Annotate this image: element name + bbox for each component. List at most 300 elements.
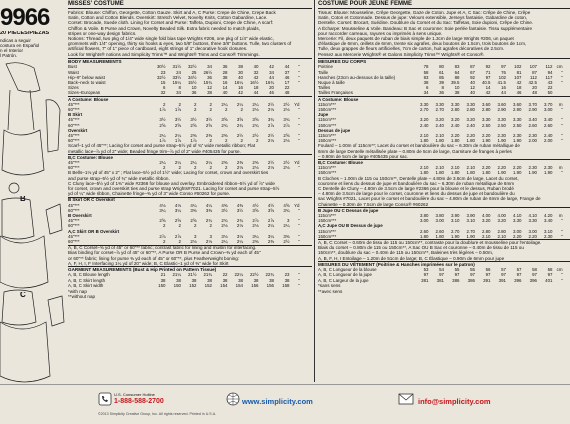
table-cell: 2⅜ bbox=[205, 132, 212, 138]
column-divider bbox=[314, 0, 315, 382]
table-cell: 76 bbox=[501, 69, 506, 75]
row-label: 45"*** bbox=[68, 132, 80, 138]
row-label: 150cm*** bbox=[318, 138, 337, 144]
table-cell: 2¼ bbox=[174, 159, 181, 165]
row-label: Poitrine bbox=[318, 64, 333, 70]
table-cell: 2.60 bbox=[435, 228, 444, 234]
table-cell: 38 bbox=[191, 277, 197, 283]
table-cell: 16½ bbox=[249, 79, 259, 85]
row-label: A, B, C Skirt width bbox=[68, 282, 104, 288]
globe-icon bbox=[226, 392, 240, 406]
row-label: Taille bbox=[318, 69, 329, 75]
table-cell: 2⅞ bbox=[267, 218, 274, 224]
text-line: Biais du corset – 0.80m de 115 ou 150cm**, A Sac OU B Sac et couronne – 0.40m de tissu de 115 ou bbox=[318, 245, 524, 251]
row-label: 150cm*** bbox=[318, 122, 337, 128]
table-cell: 3.00 bbox=[512, 228, 522, 234]
table-cell: 22 bbox=[222, 272, 228, 278]
table-cell: 2⅝ bbox=[174, 218, 181, 224]
unit-cell: " bbox=[297, 218, 300, 224]
row-label: B Skirt bbox=[68, 112, 83, 118]
table-cell: 44 bbox=[501, 90, 506, 96]
table-cell: 2.20 bbox=[481, 132, 491, 138]
table-cell: 4⅝ bbox=[283, 202, 290, 208]
table-cell: 48 bbox=[532, 90, 537, 96]
table-cell: 23 bbox=[284, 272, 290, 278]
text-line: A, B, C Corset – 0.60m de tissu de 115 ou 150cm**, contraste pour la doublure et mousseline pour l'entoilage. bbox=[318, 239, 542, 245]
table-cell: 2.80 bbox=[466, 106, 475, 112]
table-cell: 71 bbox=[485, 69, 491, 75]
table-cell: 2¼ bbox=[267, 223, 274, 229]
table-cell: 87 bbox=[532, 69, 537, 75]
table-cell: 18 bbox=[516, 85, 522, 91]
table-cell: 152 bbox=[189, 282, 197, 288]
text-line: pour raccorder carreaux, rayures ou imprimés à sens unique. bbox=[318, 30, 443, 36]
table-cell: 44 bbox=[269, 74, 274, 80]
row-label: A, B, C Longueur de la blouse bbox=[318, 267, 377, 273]
table-cell: 391 bbox=[483, 277, 491, 283]
table-cell: 97 bbox=[532, 272, 537, 278]
email-link[interactable]: info@simplicity.com bbox=[418, 397, 491, 406]
table-cell: 2.20 bbox=[497, 165, 506, 171]
table-cell: 97 bbox=[501, 64, 506, 70]
table-cell: 3.60 bbox=[497, 101, 506, 107]
text-line: **avec sens bbox=[318, 288, 343, 294]
text-line: Scarf–1 yd of 45"**; Lacing for corset and purse strap–5½ yd of ¾" wide metallic ribbon; Flat bbox=[68, 143, 256, 149]
table-cell: 61 bbox=[439, 69, 444, 75]
table-cell: 4.00 bbox=[481, 212, 491, 218]
fashion-illustrations bbox=[0, 60, 68, 390]
table-cell: 3.30 bbox=[450, 101, 460, 107]
phone-label: U.S. Consumer Hotline bbox=[114, 392, 155, 397]
table-cell: 3⅝ bbox=[236, 117, 243, 123]
table-cell: 97 bbox=[439, 272, 444, 278]
unit-cell: " bbox=[297, 238, 300, 244]
table-cell: 3.80 bbox=[435, 212, 444, 218]
table-cell: 2½ bbox=[252, 132, 259, 138]
table-cell: 3.40 bbox=[543, 218, 553, 224]
unit-cell: " bbox=[297, 117, 300, 123]
table-cell: 21½ bbox=[187, 272, 197, 278]
table-cell: 31½ bbox=[172, 64, 181, 70]
table-cell: 2 bbox=[256, 138, 259, 144]
text-line: or 60"** fabric; lining for purse ⅜ yd each of 45" or 60"**, plus Featherweight boning: bbox=[68, 255, 240, 261]
table-cell: 2.20 bbox=[481, 165, 491, 171]
table-cell: 97 bbox=[516, 272, 522, 278]
table-cell: 2⅜ bbox=[221, 132, 228, 138]
table-cell: 2⅝ bbox=[283, 132, 290, 138]
row-label: 45"*** bbox=[68, 233, 80, 239]
view-letter-b: B bbox=[20, 196, 26, 202]
unit-cell: Yd bbox=[294, 101, 300, 107]
table-cell: 40 bbox=[222, 90, 228, 96]
table-cell: 4¼ bbox=[205, 202, 212, 208]
view-letter-c: C bbox=[20, 292, 26, 298]
table-cell: 36 bbox=[191, 90, 197, 96]
table-cell: 40 bbox=[238, 74, 243, 80]
table-cell: 381 bbox=[436, 277, 444, 283]
row-label: 115cm*** bbox=[318, 228, 336, 234]
text-line: for corset, crown and overskirt ties and purse strap Wrights#7021. Lacing for corset and purse strap–5½ bbox=[68, 185, 280, 191]
table-cell: 2.90 bbox=[528, 106, 537, 112]
unit-cell: " bbox=[560, 132, 563, 138]
table-cell: 1.90 bbox=[512, 138, 522, 144]
table-cell: 67 bbox=[470, 69, 475, 75]
table-cell: 156 bbox=[266, 282, 274, 288]
table-cell: 4.00 bbox=[497, 212, 506, 218]
table-cell: 2.10 bbox=[466, 165, 475, 171]
table-cell: 1.90 bbox=[481, 138, 491, 144]
table-cell: 2 bbox=[163, 223, 166, 229]
table-cell: 2.50 bbox=[497, 122, 506, 128]
text-line: A, B, C Corset–⅝ yd of 45" or 60"** fabric; contrast fabric for lining and muslin for interfacing. bbox=[68, 245, 257, 251]
table-cell: 3.00 bbox=[543, 106, 553, 112]
table-cell: 39 bbox=[439, 79, 444, 85]
table-cell: 20 bbox=[269, 85, 274, 91]
table-cell: 4½ bbox=[252, 202, 259, 208]
table-cell: 2¾ bbox=[236, 218, 243, 224]
table-cell: 3 bbox=[194, 233, 197, 239]
table-cell: 2⅞ bbox=[159, 233, 166, 239]
table-cell: 2.80 bbox=[481, 106, 491, 112]
table-cell: 4⅛ bbox=[159, 202, 166, 208]
table-cell: 58 bbox=[532, 267, 537, 273]
table-cell: 2.20 bbox=[512, 165, 522, 171]
table-cell: 2 bbox=[178, 223, 181, 229]
table-cell: 1⅞ bbox=[159, 106, 166, 112]
table-cell: 2.60 bbox=[543, 122, 553, 128]
table-cell: 2⅛ bbox=[236, 165, 243, 171]
row-label: 45"*** bbox=[68, 117, 80, 123]
table-cell: 3.90 bbox=[466, 212, 475, 218]
table-cell: 2⅛ bbox=[252, 165, 259, 171]
section-header: MESURES DU VÊTEMENT (Poitrine & Hanches imprimées sur le patron) bbox=[318, 261, 475, 267]
phone-icon bbox=[98, 392, 112, 406]
table-cell: 2.30 bbox=[512, 132, 522, 138]
table-cell: 2⅞ bbox=[267, 122, 274, 128]
unit-cell: " bbox=[560, 277, 563, 283]
table-cell: 3⅝ bbox=[221, 117, 228, 123]
unit-cell: " bbox=[560, 79, 563, 85]
table-cell: 2¼ bbox=[159, 132, 166, 138]
table-cell: 2 bbox=[194, 106, 197, 112]
table-cell: 2⅝ bbox=[159, 122, 166, 128]
table-cell: 2 bbox=[225, 165, 228, 171]
table-cell: 56 bbox=[485, 267, 491, 273]
unit-cell: Yd bbox=[294, 159, 300, 165]
table-cell: 42 bbox=[253, 74, 259, 80]
table-cell: 1.80 bbox=[450, 138, 460, 144]
table-cell: 36 bbox=[222, 64, 228, 70]
table-cell: 3⅜ bbox=[283, 233, 290, 239]
table-cell: 3½ bbox=[205, 117, 212, 123]
unit-cell: " bbox=[297, 165, 300, 171]
text-line: A Écharpe: Mousseline & Voile. Bandeau: B Sac et couronne: Soie perlée fantaisie. Tissu supplémentaire bbox=[318, 25, 532, 31]
row-label: Dessus de jupe bbox=[318, 127, 351, 133]
table-cell: 2.30 bbox=[497, 132, 506, 138]
table-cell: 3.20 bbox=[466, 117, 475, 123]
table-cell: 1.80 bbox=[466, 170, 475, 176]
table-cell: 97 bbox=[423, 272, 429, 278]
table-cell: 38 bbox=[160, 277, 166, 283]
table-cell: 1.80 bbox=[435, 233, 444, 239]
table-cell: 3¼ bbox=[159, 207, 166, 213]
text-line: – 0.80m de 5cm de large #405435 pour sac. bbox=[318, 153, 409, 159]
text-line: Dentelle. Corset: Brocart, Suédine. Doublure du Corset et du Sac: Taffetas, Soie dupioni, Crêpe de Chine. bbox=[318, 20, 534, 26]
table-cell: 32 bbox=[253, 69, 259, 75]
table-cell: 4½ bbox=[267, 202, 274, 208]
table-cell: 3.20 bbox=[497, 218, 506, 224]
row-label: 60"*** bbox=[68, 238, 80, 244]
text-line: A, B, F, H, I Entoilage – 1.20m de 51cm de large; B, C Élastique – 0.90m de 6mm pour jupe bbox=[318, 255, 505, 261]
table-cell: 3½ bbox=[190, 117, 197, 123]
table-cell: 381 bbox=[421, 277, 429, 283]
table-cell: 37 bbox=[284, 69, 290, 75]
table-cell: 2.40 bbox=[419, 122, 429, 128]
table-cell: 34 bbox=[269, 69, 274, 75]
section-header: GARMENT MEASUREMENTS (Bust & Hip Printed on Pattern Tissue) bbox=[68, 266, 217, 272]
text-line: Tulle, deux grappes de fleurs artificielles, 7cm de carton, huit agrafes décoratives de 2.5cm. bbox=[318, 46, 505, 52]
table-cell: 2¾ bbox=[221, 122, 228, 128]
table-cell: 2⅛ bbox=[283, 138, 290, 144]
row-label: 60"*** bbox=[68, 207, 80, 213]
text-line: B Bells–1⅛ yd of 45" x 2" ; Flat lace–5½ yd of 1½" wide; Lacing for corset, crown and overskirt ties bbox=[68, 170, 269, 176]
table-cell: 46 bbox=[269, 90, 274, 96]
table-cell: 154 bbox=[220, 282, 228, 288]
unit-cell: " bbox=[560, 117, 563, 123]
table-cell: 152 bbox=[204, 282, 212, 288]
table-cell: 42.5 bbox=[528, 79, 537, 85]
table-cell: 3⅜ bbox=[190, 207, 197, 213]
table-cell: 2 bbox=[209, 106, 212, 112]
phone-number[interactable]: 1-888-588-2700 bbox=[114, 398, 164, 405]
text-line: metallic lace–⅞ yd of 2" wide; Beaded fringe trim–⅞ yd of 2" wide #405435 for purse. bbox=[68, 148, 241, 154]
row-label: 60"*** bbox=[68, 106, 80, 112]
table-cell: 3.40 bbox=[528, 117, 537, 123]
table-cell: 2.10 bbox=[497, 233, 506, 239]
table-cell: 2.20 bbox=[466, 132, 475, 138]
table-cell: 97 bbox=[547, 272, 553, 278]
table-cell: 1⅞ bbox=[174, 106, 181, 112]
text-line: Pensez aux Mercerie Wrights® et Galons Simplicity Trims™ Wrights® et Conso®. bbox=[318, 51, 485, 57]
table-cell: 4.10 bbox=[512, 212, 522, 218]
table-cell: 2⅝ bbox=[190, 122, 197, 128]
unit-cell: " bbox=[560, 228, 563, 234]
row-label: 115cm*** bbox=[318, 117, 336, 123]
row-label: 150cm*** bbox=[318, 218, 337, 224]
table-row bbox=[318, 234, 563, 239]
table-cell: 92 bbox=[485, 64, 491, 70]
table-cell: 2.40 bbox=[435, 122, 444, 128]
table-cell: 2.50 bbox=[512, 122, 522, 128]
unit-cell: m bbox=[558, 165, 563, 171]
table-cell: 2⅝ bbox=[159, 218, 166, 224]
table-cell: 38 bbox=[284, 277, 290, 283]
table-cell: 3.30 bbox=[435, 101, 444, 107]
table-cell: 3.30 bbox=[497, 117, 506, 123]
text-line: Tissus: Blouse: Mousseline, Crêpe Georgette, Gaze de Coton. Jupe et A, C Sac: Crêpe de Chine, Crêpe bbox=[318, 10, 531, 15]
row-label: A,C Skirt OR B Overskirt bbox=[68, 228, 120, 234]
row-label: 150cm*** bbox=[318, 170, 337, 176]
table-cell: 2⅜ bbox=[190, 132, 197, 138]
table-cell: 3.80 bbox=[419, 212, 429, 218]
table-cell: 3 bbox=[209, 233, 212, 239]
table-cell: 2.40 bbox=[450, 122, 460, 128]
table-cell: 39.5 bbox=[450, 79, 460, 85]
table-cell: 12 bbox=[207, 85, 212, 91]
text-line: Chainette – 0.30m de 7.5cm de large Conso® #60262 bbox=[318, 201, 429, 207]
table-cell: 117 bbox=[545, 74, 553, 80]
table-cell: 1.90 bbox=[466, 233, 475, 239]
text-line: B Cloches – 1.00m de 115 ou 150cm**, Dentelle plate – 4.80m de 3.8cm de large, Lacet du corset, bbox=[318, 175, 519, 181]
table-cell: 3⅝ bbox=[252, 207, 259, 213]
table-cell: 2.40 bbox=[543, 132, 553, 138]
table-cell: 22 bbox=[547, 85, 553, 91]
section-header: MESURES DU CORPS bbox=[318, 58, 367, 64]
table-cell: 46 bbox=[516, 90, 522, 96]
unit-cell: " bbox=[560, 74, 563, 80]
table-cell: 16 bbox=[222, 79, 228, 85]
text-line: Mercerie: Fil, deux paquets de ruban de biais simple de 1.3cm de large Wrights #206, un paquet bbox=[318, 36, 514, 41]
website-link[interactable]: www.simplicity.com bbox=[242, 397, 313, 406]
row-label: Back–neck to waist bbox=[68, 79, 106, 85]
text-line: Bias binding for corset–⅞ yd of 45" or 60"**, A Purse OR B Purse and Crown–⅜ yd each of 45" bbox=[68, 250, 261, 256]
table-cell: 36 bbox=[439, 90, 444, 96]
table-cell: 4¼ bbox=[190, 202, 197, 208]
table-cell: 21¾ bbox=[203, 272, 212, 278]
table-cell: 88 bbox=[454, 74, 460, 80]
row-label: A, B, C Blouse length bbox=[68, 272, 110, 278]
table-cell: 2 bbox=[225, 106, 228, 112]
spanish-pieces: 20 PIECES/PIEZAS bbox=[0, 31, 50, 36]
table-cell: 25 bbox=[191, 69, 197, 75]
table-cell: 8 bbox=[441, 85, 444, 91]
text-line: C Cluny lace–5½ yd of 1⅜" wide #2366 for blouse and overlay. Embroidered ribbon–5½ yd of ⅞" wide bbox=[68, 180, 275, 186]
table-cell: 2 bbox=[163, 101, 166, 107]
table-cell: 2 bbox=[163, 238, 166, 244]
table-cell: 3½ bbox=[236, 207, 243, 213]
table-cell: 2¼ bbox=[221, 101, 228, 107]
table-cell: 2.30 bbox=[528, 165, 537, 171]
table-cell: 2½ bbox=[283, 101, 290, 107]
table-cell: 3.20 bbox=[481, 218, 491, 224]
table-cell: 3.10 bbox=[450, 218, 460, 224]
table-cell: 1.80 bbox=[481, 170, 491, 176]
row-label: Bust bbox=[68, 64, 77, 70]
table-cell: 38 bbox=[207, 90, 212, 96]
table-cell: 3¾ bbox=[267, 117, 274, 123]
table-cell: 2¾ bbox=[252, 122, 259, 128]
unit-cell: " bbox=[297, 79, 300, 85]
text-line: sac Wrights #7021, Lacet pour le corset et bandoulière du sac – 4.80m de ruban de 6mm de large, Frange de bbox=[318, 196, 541, 202]
table-cell: 2.30 bbox=[543, 165, 553, 171]
table-cell: 2.80 bbox=[497, 228, 506, 234]
table-cell: 38 bbox=[238, 64, 243, 70]
table-cell: 97 bbox=[485, 272, 491, 278]
row-label: A, B, C Skirt length bbox=[68, 277, 106, 283]
table-cell: 22¼ bbox=[234, 272, 243, 278]
text-line: Notions: Thread, two pkg of 1/4" wide single fold bias tape Wrights #206, one pkg of 1/4" wide elastic, bbox=[68, 36, 274, 41]
table-cell: 85 bbox=[439, 74, 444, 80]
table-cell: 3.30 bbox=[512, 117, 522, 123]
table-cell: 2⅛ bbox=[267, 165, 274, 171]
table-cell: 57 bbox=[501, 267, 506, 273]
text-line: 6mm de large Dentelle métallisée plate – 0.80m de 5cm de large, Garniture de franges à perles bbox=[318, 148, 512, 154]
table-cell: 2.10 bbox=[435, 132, 444, 138]
table-cell: 401 bbox=[545, 277, 553, 283]
table-cell: 40.5 bbox=[481, 79, 491, 85]
table-cell: 50 bbox=[547, 90, 553, 96]
table-cell: 2.80 bbox=[450, 106, 460, 112]
row-label: Tailles bbox=[318, 85, 331, 91]
table-cell: 2.50 bbox=[481, 122, 491, 128]
table-cell: 87 bbox=[470, 64, 475, 70]
row-label: 150cm*** bbox=[318, 106, 337, 112]
table-cell: 3.30 bbox=[512, 218, 522, 224]
table-cell: 396 bbox=[514, 277, 522, 283]
table-cell: 2.30 bbox=[543, 233, 553, 239]
table-cell: 22 bbox=[284, 85, 290, 91]
text-line: Corset: Brocade, Suede cloth. Lining for Corset and Purse: Taffeta, Dupioni, Crepe de Chine, A scarf: bbox=[68, 20, 274, 26]
table-cell: 386 bbox=[452, 277, 460, 283]
table-cell: 2 bbox=[209, 101, 212, 107]
table-cell: 2⅛ bbox=[267, 138, 274, 144]
table-cell: 26½ bbox=[203, 69, 212, 75]
table-cell: 2¾ bbox=[236, 122, 243, 128]
table-cell: 2 bbox=[194, 223, 197, 229]
table-cell: 2.70 bbox=[419, 106, 429, 112]
table-cell: 1⅞ bbox=[174, 138, 181, 144]
table-cell: 55 bbox=[470, 267, 475, 273]
table-cell: 2¾ bbox=[221, 218, 228, 224]
left-header: MISSES' COSTUME bbox=[68, 1, 124, 7]
table-cell: 2⅞ bbox=[283, 122, 290, 128]
table-cell: 2.20 bbox=[450, 132, 460, 138]
email-icon bbox=[398, 392, 414, 406]
divider bbox=[68, 8, 312, 9]
table-cell: 42 bbox=[516, 79, 522, 85]
table-cell: 3.20 bbox=[419, 117, 429, 123]
footer-divider bbox=[0, 384, 570, 385]
table-cell: 17 bbox=[284, 79, 290, 85]
row-label: A, B, C Longueur de la jupe bbox=[318, 272, 372, 278]
table-cell: 43 bbox=[547, 79, 553, 85]
table-cell: 64 bbox=[454, 69, 460, 75]
table-cell: 107 bbox=[529, 64, 537, 70]
table-cell: 102 bbox=[514, 64, 522, 70]
table-cell: 3.30 bbox=[528, 218, 537, 224]
table-cell: 42 bbox=[485, 90, 491, 96]
table-cell: 1.90 bbox=[528, 170, 537, 176]
table-cell: 2⅝ bbox=[205, 122, 212, 128]
table-cell: 1⅞ bbox=[190, 138, 197, 144]
table-cell: 3¾ bbox=[283, 207, 290, 213]
table-cell: 1.80 bbox=[435, 170, 444, 176]
table-cell: 3.20 bbox=[435, 117, 444, 123]
table-cell: 2 bbox=[194, 101, 197, 107]
table-cell: 3⅝ bbox=[252, 117, 259, 123]
table-cell: 46 bbox=[284, 74, 290, 80]
table-cell: 3.60 bbox=[512, 101, 522, 107]
unit-cell: " bbox=[297, 207, 300, 213]
unit-cell: " bbox=[560, 122, 563, 128]
table-cell: 3.00 bbox=[435, 218, 444, 224]
table-cell: 38 bbox=[423, 79, 429, 85]
table-cell: 16¼ bbox=[234, 79, 243, 85]
table-cell: 3.70 bbox=[528, 101, 537, 107]
unit-cell: m bbox=[558, 212, 563, 218]
table-cell: 38 bbox=[253, 277, 259, 283]
text-line: A, F, H, I, F Interfacing 1¼ yd of 20" wide; B, C Elastic–1 yd of ⅜" wide for Skirt bbox=[68, 260, 229, 266]
